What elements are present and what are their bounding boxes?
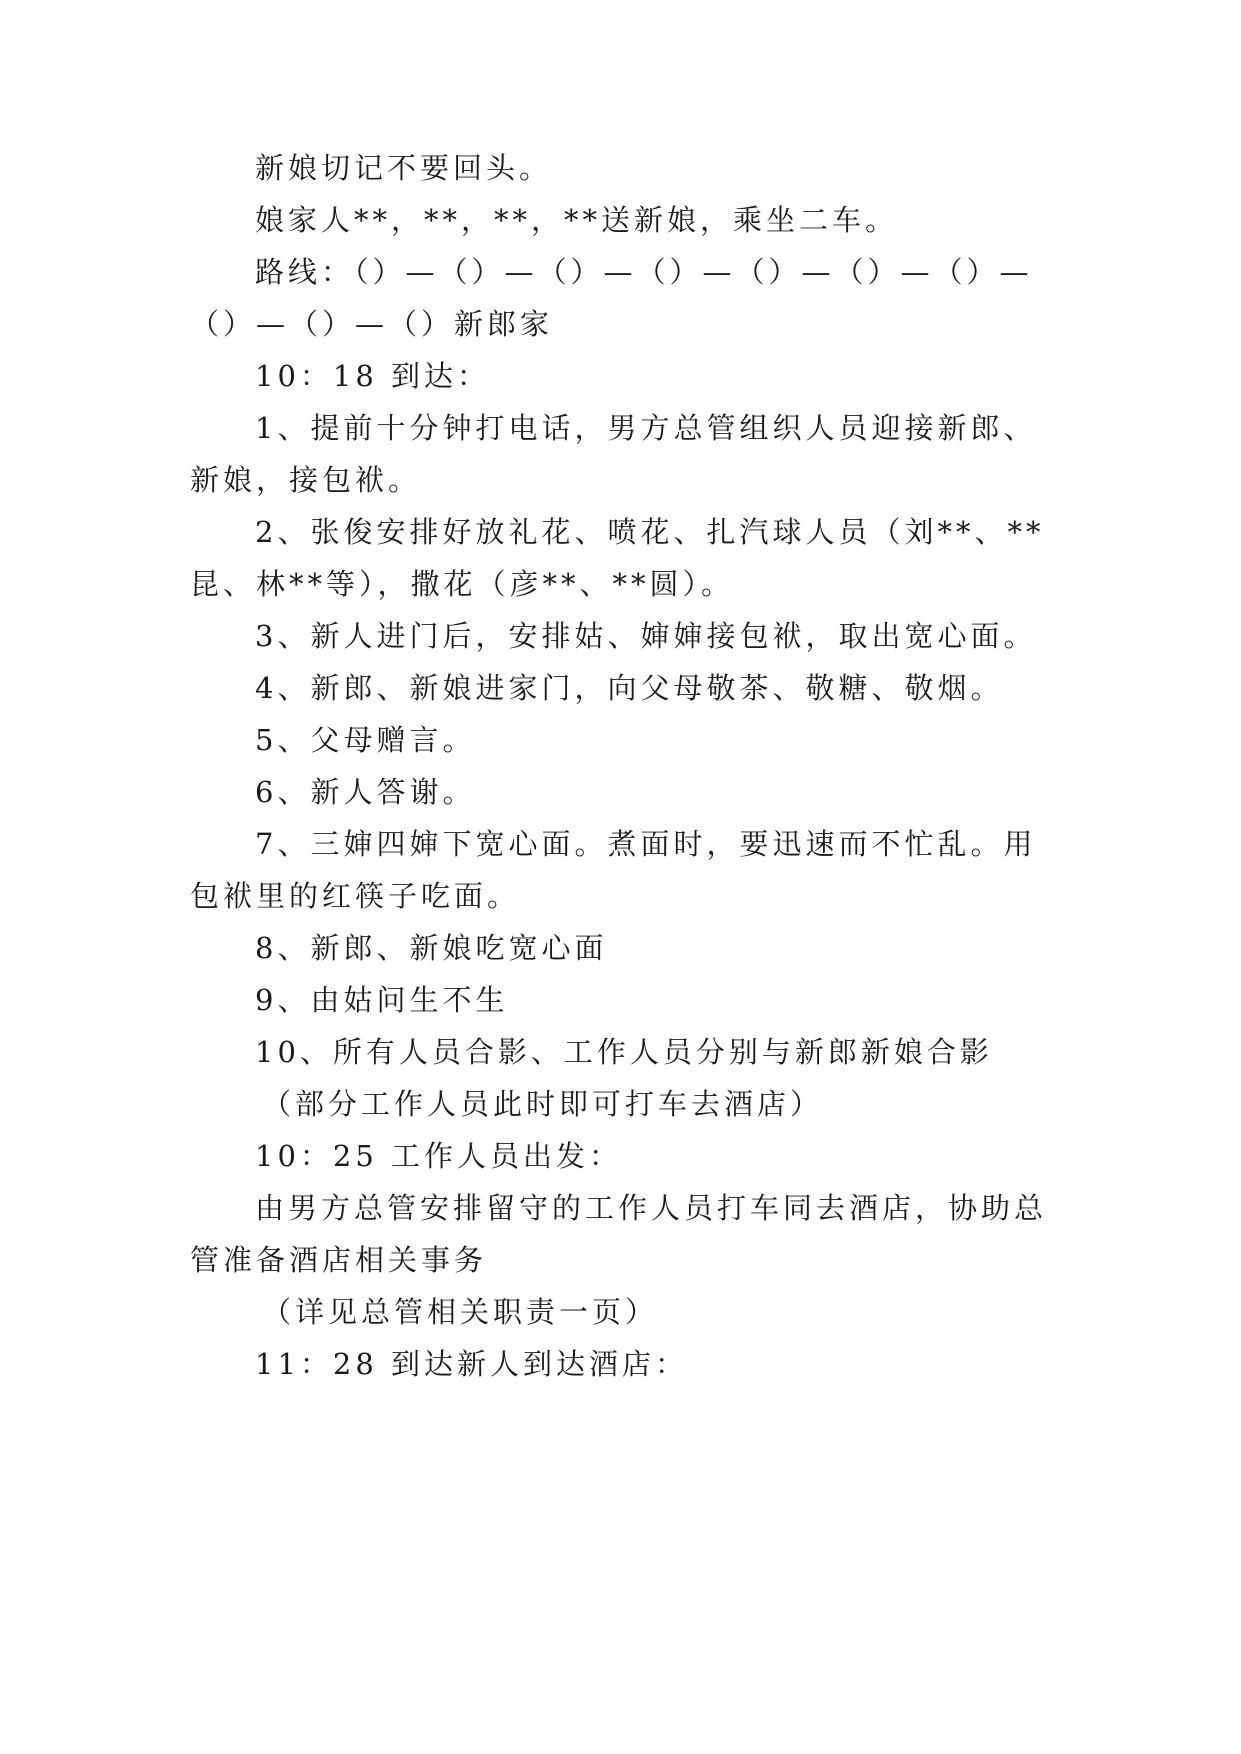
text-line: 3、新人进门后，安排姑、婶婶接包袱，取出宽心面。: [255, 619, 1037, 653]
text-line: （）—（）—（）新郎家: [190, 307, 554, 341]
text-line: 管准备酒店相关事务: [190, 1243, 488, 1277]
text-line: 路线：（）—（）—（）—（）—（）—（）—（）—: [255, 255, 1033, 289]
text-line: 10、所有人员合影、工作人员分别与新郎新娘合影: [255, 1035, 993, 1069]
text-line: 10：18 到达：: [255, 359, 491, 393]
text-line: 1、提前十分钟打电话，男方总管组织人员迎接新郎、: [255, 411, 1037, 445]
text-line: 11：28 到达新人到达酒店：: [255, 1347, 689, 1381]
text-line: 10：25 工作人员出发：: [255, 1139, 623, 1173]
text-line: 8、新郎、新娘吃宽心面: [255, 931, 608, 965]
text-line: 5、父母赠言。: [255, 723, 476, 757]
text-line: 7、三婶四婶下宽心面。煮面时，要迅速而不忙乱。用: [255, 827, 1037, 861]
text-line: 6、新人答谢。: [255, 775, 476, 809]
text-line: （详见总管相关职责一页）: [262, 1295, 659, 1329]
text-line: 新娘，接包袱。: [190, 463, 422, 497]
text-line: 4、新郎、新娘进家门，向父母敬茶、敬糖、敬烟。: [255, 671, 1004, 705]
text-line: 新娘切记不要回头。: [255, 151, 553, 185]
text-line: 包袱里的红筷子吃面。: [190, 879, 521, 913]
text-line: 娘家人**，**，**，**送新娘，乘坐二车。: [255, 203, 899, 237]
text-line: （部分工作人员此时即可打车去酒店）: [262, 1087, 824, 1121]
text-line: 2、张俊安排好放礼花、喷花、扎汽球人员（刘**、**: [255, 515, 1045, 549]
text-line: 由男方总管安排留守的工作人员打车同去酒店，协助总: [255, 1191, 1048, 1225]
text-line: 昆、林**等），撒花（彦**、**圆）。: [190, 567, 735, 601]
text-line: 9、由姑问生不生: [255, 983, 509, 1017]
